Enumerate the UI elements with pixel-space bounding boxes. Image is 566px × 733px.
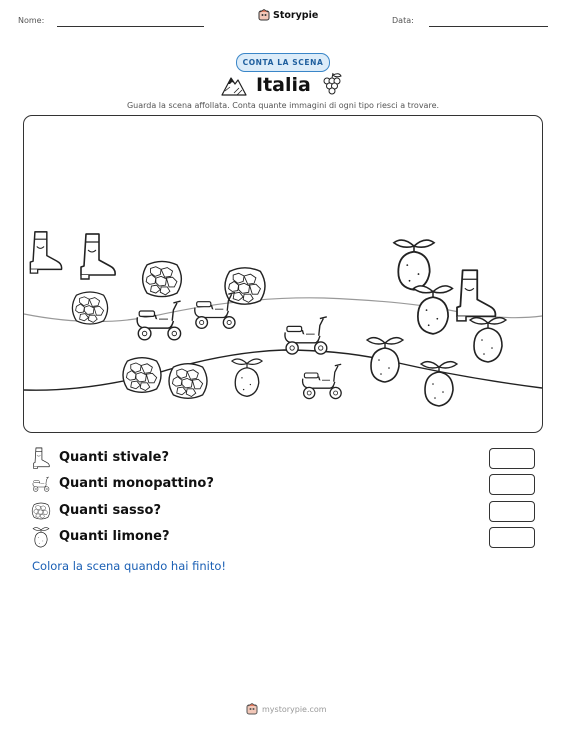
page-title: Italia	[256, 74, 311, 96]
brand-logo	[258, 9, 318, 21]
question-label: Quanti limone?	[59, 529, 170, 544]
stone-icon	[72, 292, 107, 324]
storypie-logo-icon	[258, 9, 270, 21]
answer-box-boots[interactable]	[489, 448, 535, 469]
mountain-icon	[221, 74, 247, 96]
name-field[interactable]	[57, 26, 204, 27]
footer-url[interactable]: mystorypie.com	[262, 704, 327, 714]
question-row-scooters	[31, 473, 536, 495]
lemon-icon	[394, 240, 434, 290]
scene-illustration	[24, 116, 542, 432]
instructions: Guarda la scena affollata. Conta quante immagini di ogni tipo riesci a trovare.	[126, 101, 440, 110]
date-label: Data:	[392, 16, 414, 25]
stone-icon	[169, 364, 207, 399]
question-row-stones	[31, 500, 536, 522]
question-label: Quanti monopattino?	[59, 476, 214, 491]
scooter-icon	[285, 317, 327, 354]
stone-icon	[143, 261, 182, 296]
title-row	[0, 72, 566, 98]
worksheet-header	[0, 0, 566, 32]
lemon-icon	[367, 338, 403, 382]
question-row-lemons	[31, 526, 536, 548]
boot-icon	[81, 234, 115, 279]
scooter-icon	[137, 301, 180, 340]
lemon-icon	[421, 362, 457, 406]
stone-icon	[123, 358, 161, 393]
scooter-icon	[31, 473, 51, 495]
coloring-note: Colora la scena quando hai finito!	[32, 559, 226, 573]
footer	[246, 703, 327, 715]
activity-badge: CONTA LA SCENA	[236, 53, 330, 72]
date-field[interactable]	[429, 26, 548, 27]
name-label: Nome:	[18, 16, 45, 25]
lemon-icon	[31, 526, 51, 548]
question-label: Quanti stivale?	[59, 450, 169, 465]
counting-scene[interactable]	[23, 115, 543, 433]
question-label: Quanti sasso?	[59, 503, 161, 518]
answer-box-stones[interactable]	[489, 501, 535, 522]
boot-icon	[457, 270, 495, 321]
stone-icon	[225, 268, 265, 304]
scooter-icon	[303, 364, 342, 398]
answer-box-scooters[interactable]	[489, 474, 535, 495]
boot-icon	[31, 447, 51, 469]
question-row-boots	[31, 447, 536, 469]
stone-icon	[31, 500, 51, 522]
brand-name: Storypie	[273, 9, 319, 21]
grapes-icon	[321, 72, 343, 98]
answer-box-lemons[interactable]	[489, 527, 535, 548]
boot-icon	[30, 232, 61, 273]
storypie-logo-icon	[246, 703, 258, 715]
lemon-icon	[470, 318, 506, 362]
lemon-icon	[232, 359, 262, 396]
lemon-icon	[414, 286, 453, 334]
hill-line	[24, 350, 542, 390]
